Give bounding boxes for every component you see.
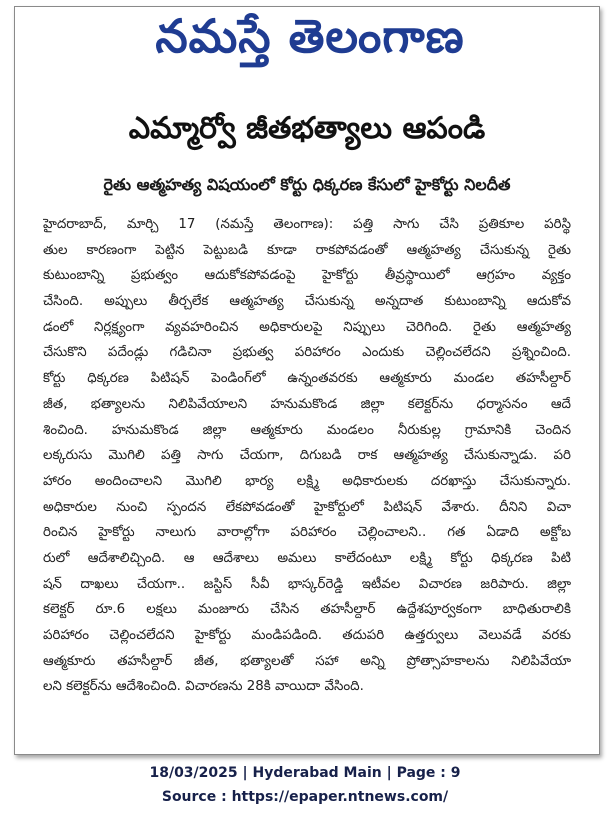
article-line: కలెక్టర్ రూ.6 లక్షలు మంజూరు చేసిన తహసీల్దార్ ఉద్దేశపూర్వకంగా బాధితురాలికి [43, 602, 571, 618]
article-line: కుటుంబాన్ని ప్రభుత్వం ఆదుకోకపోవడంపై హైకోర్టు తీవ్రస్థాయిలో ఆగ్రహం వ్యక్తం [43, 268, 571, 284]
article-body [43, 212, 571, 700]
source-link[interactable]: Source : https://epaper.ntnews.com/ [161, 789, 449, 805]
article-line: లక్కరుసు మొగిలి పత్తి సాగు చేయగా, దిగుబడి రాక ఆత్మహత్య చేసుకున్నాడు. పరి [43, 448, 571, 464]
article-line: చేసింది. అప్పులు తీర్చలేక ఆత్మహత్య చేసుకున్న అన్నదాత కుటుంబాన్ని ఆదుకోవ [43, 294, 571, 310]
article-line: హైదరాబాద్, మార్చి 17 (నమస్తే తెలంగాణ): పత్తి సాగు చేసి ప్రతికూల పరిస్థి [43, 217, 571, 232]
news-clipping [14, 6, 600, 755]
article-line: షన్ దాఖలు చేయగా.. జస్టిస్ సీవీ భాస్కర్‌రెడ్డి ఇటీవల విచారణ జరిపారు. జిల్లా [43, 576, 571, 592]
article-line: కోర్టు ధిక్కరణ పిటిషన్ పెండింగ్‌లో ఉన్నంతవరకు ఆత్మకూరు మండల తహసీల్దార్ [43, 371, 571, 387]
article-headline: ఎమ్మార్వో జీతభత్యాలు ఆపండి [128, 111, 486, 146]
article-line: జీత, భత్యాలను నిలిపివేయాలని హనుమకొండ జిల్లా కలెక్టర్‌ను ధర్మాసనం ఆదే [43, 396, 571, 412]
article-line: పరిహారం చెల్లించలేదని హైకోర్టు మండిపడింది. తదుపరి ఉత్తర్వులు వెలువడే వరకు [43, 628, 571, 643]
article-line: రులో ఆదేశాలిచ్చింది. ఆ ఆదేశాలు అమలు కాలేదంటూ లక్ష్మి కోర్టు ధిక్కరణ పిటి [43, 550, 571, 566]
article-line: హారం అందించాలని మొగిలి భార్య లక్ష్మి అధికారులకు దరఖాస్తు చేసుకున్నారు. [43, 473, 571, 489]
edition-info: 18/03/2025 | Hyderabad Main | Page : 9 [149, 765, 461, 781]
article-line: డంలో నిర్లక్ష్యంగా వ్యవహరించిన అధికారులపై నిప్పులు చెరిగింది. రైతు ఆత్మహత్య [43, 319, 571, 335]
newspaper-masthead: నమస్తే తెలంగాణ [155, 9, 465, 63]
article-line: రించిన హైకోర్టు నాలుగు వారాల్లోగా పరిహారం చెల్లించాలని.. గత ఏడాది అక్టోబ [43, 525, 571, 541]
article-line: తుల కారణంగా పెట్టిన పెట్టుబడి కూడా రాకపోవడంతో ఆత్మహత్య చేసుకున్న రైతు [43, 242, 571, 258]
article-line: లని కలెక్టర్‌ను ఆదేశించింది. విచారణను 28కి వాయిదా వేసింది. [43, 679, 364, 695]
article-line: చేసుకొని పదేండ్లు గడిచినా ప్రభుత్వ పరిహారం ఎందుకు చెల్లించలేదని ప్రశ్నించింది. [43, 345, 571, 361]
article-line: శించింది. హనుమకొండ జిల్లా ఆత్మకూరు మండలం నీరుకుల్ల గ్రామానికి చెందిన [43, 422, 571, 438]
article-subheadline: రైతు ఆత్మహత్య విషయంలో కోర్టు ధిక్కరణ కేసులో హైకోర్టు నిలదీత [103, 175, 511, 194]
article-line: ఆత్మకూరు తహసీల్దార్ జీత, భత్యాలతో సహా అన్ని ప్రోత్సాహకాలను నిలిపివేయా [43, 653, 571, 669]
article-line: అధికారుల నుంచి స్పందన లేకపోవడంతో హైకోర్టులో పిటిషన్ వేశారు. దీనిని విచా [43, 499, 571, 515]
